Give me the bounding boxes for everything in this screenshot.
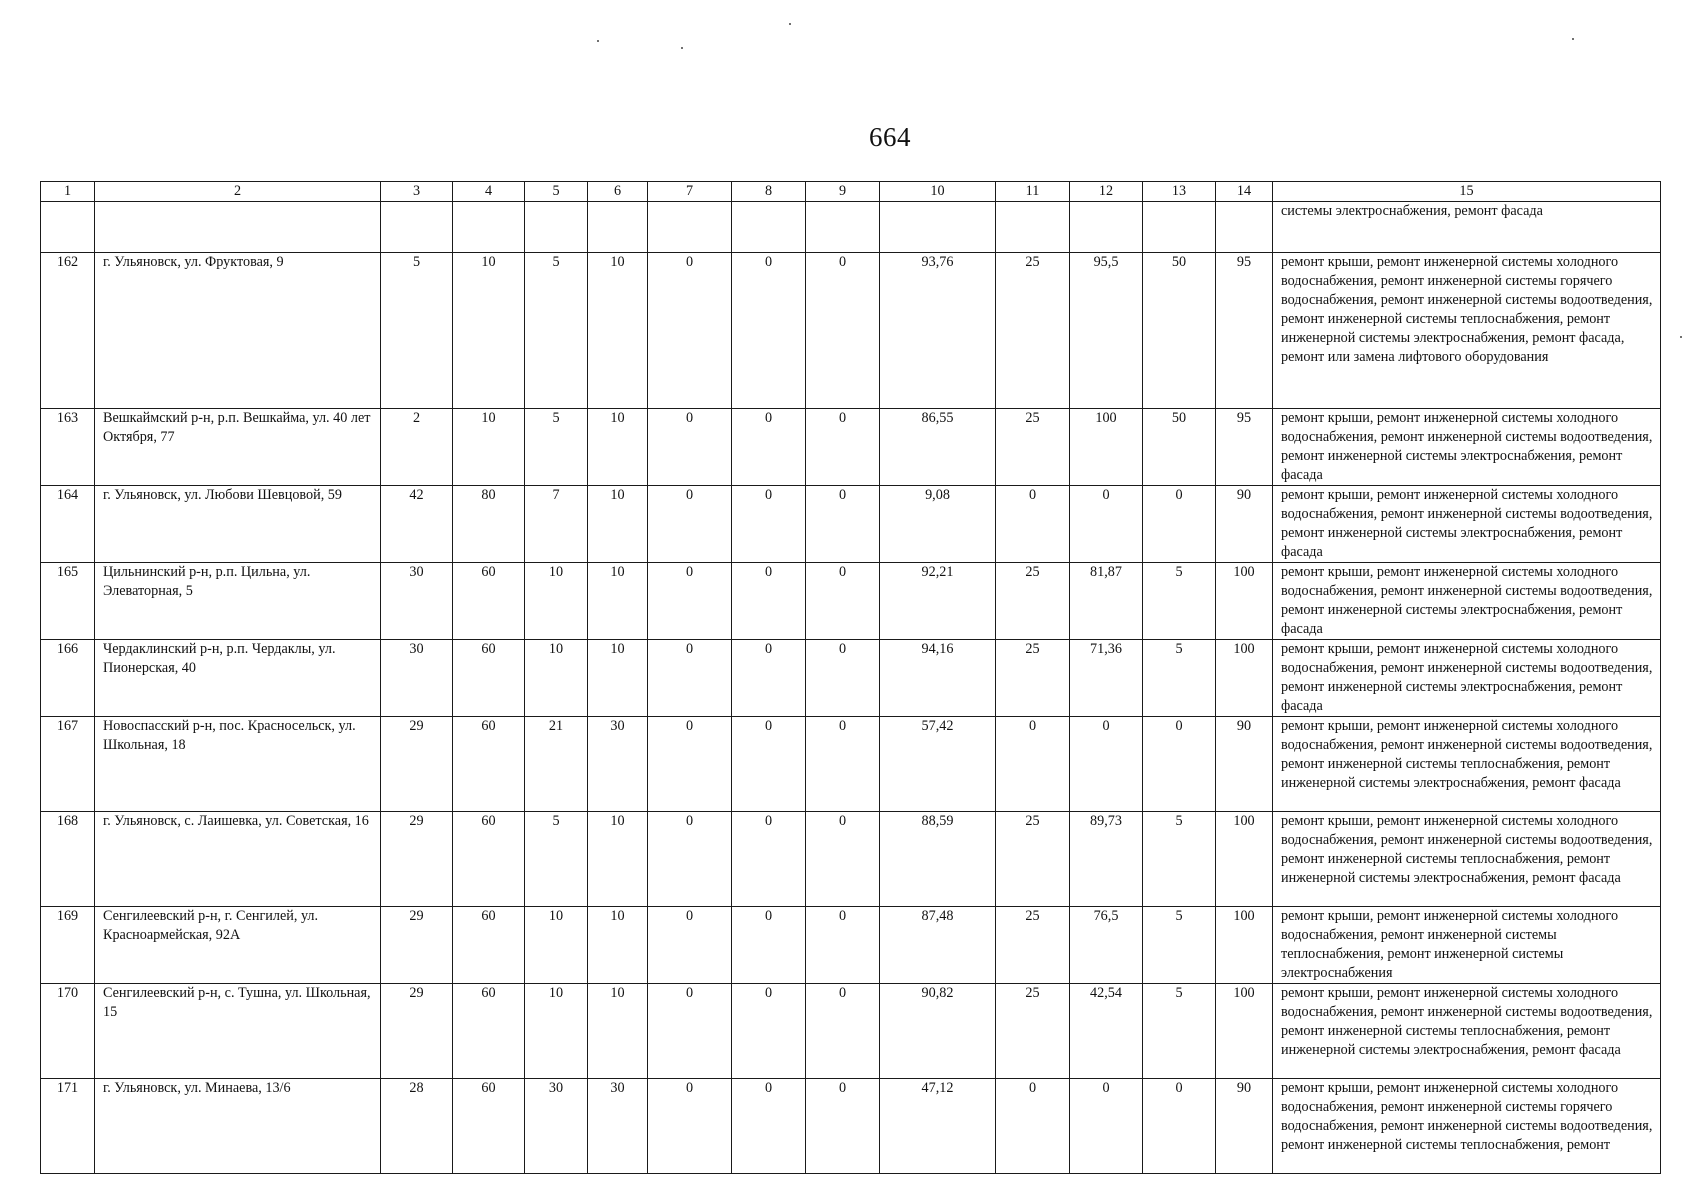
value-cell-c5: 10 (525, 563, 588, 640)
value-cell-c12: 95,5 (1070, 253, 1143, 409)
column-header: 3 (381, 182, 453, 202)
value-cell-c3: 29 (381, 812, 453, 907)
column-header: 14 (1216, 182, 1273, 202)
value-cell-c13: 5 (1143, 812, 1216, 907)
value-cell-c9: 0 (806, 563, 880, 640)
table-row (41, 253, 1661, 409)
value-cell-c5: 10 (525, 984, 588, 1079)
value-cell-c7: 0 (648, 1079, 732, 1174)
value-cell-c10: 86,55 (880, 409, 996, 486)
value-cell-c3: 2 (381, 409, 453, 486)
scan-speck (1572, 38, 1574, 40)
value-cell-c9: 0 (806, 812, 880, 907)
row-number-cell: 165 (41, 563, 95, 640)
value-cell-c6: 30 (588, 717, 648, 812)
value-cell-c8: 0 (732, 717, 806, 812)
value-cell-c6: 30 (588, 1079, 648, 1174)
register-body (41, 202, 1661, 1174)
value-cell-c7: 0 (648, 486, 732, 563)
value-cell-c4: 60 (453, 984, 525, 1079)
value-cell-c6: 10 (588, 563, 648, 640)
value-cell-c12: 0 (1070, 486, 1143, 563)
table-row (41, 640, 1661, 717)
value-cell-c6: 10 (588, 409, 648, 486)
value-cell-c10: 88,59 (880, 812, 996, 907)
value-cell-c6: 10 (588, 486, 648, 563)
value-cell-c11: 25 (996, 253, 1070, 409)
value-cell-c12: 71,36 (1070, 640, 1143, 717)
table-row (41, 409, 1661, 486)
value-cell-c9: 0 (806, 1079, 880, 1174)
value-cell-c8: 0 (732, 907, 806, 984)
column-header: 13 (1143, 182, 1216, 202)
value-cell-c7: 0 (648, 984, 732, 1079)
value-cell-c12: 81,87 (1070, 563, 1143, 640)
column-header: 10 (880, 182, 996, 202)
value-cell-c4: 60 (453, 563, 525, 640)
table-row (41, 1079, 1661, 1174)
value-cell-c10: 57,42 (880, 717, 996, 812)
continuation-row (41, 202, 1661, 253)
value-cell-c5: 5 (525, 253, 588, 409)
value-cell-c3: 30 (381, 640, 453, 717)
value-cell-c13: 5 (1143, 640, 1216, 717)
works-cell: ремонт крыши, ремонт инженерной системы холодного водоснабжения, ремонт инженерной системы водоотведения, ремонт инженерной системы электроснабжения, ремонт фасада (1273, 486, 1661, 563)
row-number-cell: 164 (41, 486, 95, 563)
address-cell: г. Ульяновск, с. Лаишевка, ул. Советская, 16 (95, 812, 381, 907)
address-cell: г. Ульяновск, ул. Любови Шевцовой, 59 (95, 486, 381, 563)
value-cell-c6: 10 (588, 984, 648, 1079)
value-cell-c5: 30 (525, 1079, 588, 1174)
works-cell: ремонт крыши, ремонт инженерной системы холодного водоснабжения, ремонт инженерной системы водоотведения, ремонт инженерной системы электроснабжения, ремонт фасада (1273, 409, 1661, 486)
value-cell-c10: 93,76 (880, 253, 996, 409)
value-cell-c8: 0 (732, 640, 806, 717)
value-cell-c9: 0 (806, 984, 880, 1079)
value-cell-c13: 5 (1143, 984, 1216, 1079)
value-cell-c14: 100 (1216, 563, 1273, 640)
value-cell-c9: 0 (806, 409, 880, 486)
works-cell: ремонт крыши, ремонт инженерной системы холодного водоснабжения, ремонт инженерной системы водоотведения, ремонт инженерной системы теплоснабжения, ремонт инженерной системы электроснабжения, ремонт фасада (1273, 984, 1661, 1079)
value-cell-c10: 9,08 (880, 486, 996, 563)
value-cell-c7: 0 (648, 812, 732, 907)
value-cell-c11: 25 (996, 563, 1070, 640)
value-cell-c13: 0 (1143, 717, 1216, 812)
table-row (41, 486, 1661, 563)
register-table (40, 181, 1661, 1174)
table-row (41, 563, 1661, 640)
value-cell-c10: 90,82 (880, 984, 996, 1079)
value-cell-c8: 0 (732, 812, 806, 907)
value-cell-c11: 0 (996, 486, 1070, 563)
value-cell-c14: 100 (1216, 640, 1273, 717)
value-cell-c8: 0 (732, 486, 806, 563)
scan-speck (1680, 336, 1682, 338)
value-cell-c4: 10 (453, 253, 525, 409)
value-cell-c6: 10 (588, 640, 648, 717)
value-cell-c7: 0 (648, 563, 732, 640)
value-cell-c8: 0 (732, 984, 806, 1079)
works-cell: системы электроснабжения, ремонт фасада (1273, 202, 1661, 253)
value-cell-c12: 0 (1070, 1079, 1143, 1174)
value-cell-c13: 5 (1143, 907, 1216, 984)
value-cell-c9: 0 (806, 640, 880, 717)
value-cell-c12: 89,73 (1070, 812, 1143, 907)
value-cell-c13: 0 (1143, 486, 1216, 563)
table-row (41, 907, 1661, 984)
value-cell-c7: 0 (648, 717, 732, 812)
value-cell-c3: 29 (381, 717, 453, 812)
table-row (41, 812, 1661, 907)
value-cell-c3: 42 (381, 486, 453, 563)
address-cell: Цильнинский р-н, р.п. Цильна, ул. Элеваторная, 5 (95, 563, 381, 640)
value-cell-c11: 25 (996, 984, 1070, 1079)
value-cell-c3: 5 (381, 253, 453, 409)
address-cell: Сенгилеевский р-н, с. Тушна, ул. Школьная, 15 (95, 984, 381, 1079)
column-header: 4 (453, 182, 525, 202)
value-cell-c14: 100 (1216, 812, 1273, 907)
value-cell-c6: 10 (588, 253, 648, 409)
row-number-cell: 170 (41, 984, 95, 1079)
column-header: 1 (41, 182, 95, 202)
column-number-row (41, 182, 1661, 202)
value-cell-c11: 25 (996, 812, 1070, 907)
page-number: 664 (869, 122, 911, 152)
value-cell-c6: 10 (588, 812, 648, 907)
value-cell-c3: 28 (381, 1079, 453, 1174)
value-cell-c4: 60 (453, 907, 525, 984)
value-cell-c4: 60 (453, 717, 525, 812)
row-number-cell: 162 (41, 253, 95, 409)
value-cell-c10: 94,16 (880, 640, 996, 717)
value-cell-c12: 100 (1070, 409, 1143, 486)
value-cell-c7: 0 (648, 253, 732, 409)
table-row (41, 984, 1661, 1079)
column-header: 7 (648, 182, 732, 202)
value-cell-c8: 0 (732, 409, 806, 486)
works-cell: ремонт крыши, ремонт инженерной системы холодного водоснабжения, ремонт инженерной системы водоотведения, ремонт инженерной системы электроснабжения, ремонт фасада (1273, 563, 1661, 640)
value-cell-c14: 95 (1216, 409, 1273, 486)
value-cell-c14: 95 (1216, 253, 1273, 409)
works-cell: ремонт крыши, ремонт инженерной системы холодного водоснабжения, ремонт инженерной системы водоотведения, ремонт инженерной системы теплоснабжения, ремонт инженерной системы электроснабжения, ремонт фасада (1273, 812, 1661, 907)
works-cell: ремонт крыши, ремонт инженерной системы холодного водоснабжения, ремонт инженерной системы водоотведения, ремонт инженерной системы электроснабжения, ремонт фасада (1273, 640, 1661, 717)
value-cell-c14: 90 (1216, 717, 1273, 812)
address-cell: Новоспасский р-н, пос. Красносельск, ул. Школьная, 18 (95, 717, 381, 812)
scan-speck (597, 40, 599, 42)
column-header: 11 (996, 182, 1070, 202)
value-cell-c9: 0 (806, 717, 880, 812)
value-cell-c6: 10 (588, 907, 648, 984)
value-cell-c11: 0 (996, 1079, 1070, 1174)
value-cell-c12: 76,5 (1070, 907, 1143, 984)
value-cell-c5: 21 (525, 717, 588, 812)
value-cell-c13: 50 (1143, 253, 1216, 409)
value-cell-c7: 0 (648, 640, 732, 717)
row-number-cell: 171 (41, 1079, 95, 1174)
value-cell-c4: 60 (453, 640, 525, 717)
address-cell: Чердаклинский р-н, р.п. Чердаклы, ул. Пионерская, 40 (95, 640, 381, 717)
column-header: 8 (732, 182, 806, 202)
value-cell-c5: 5 (525, 812, 588, 907)
value-cell-c13: 50 (1143, 409, 1216, 486)
address-cell: г. Ульяновск, ул. Фруктовая, 9 (95, 253, 381, 409)
value-cell-c10: 87,48 (880, 907, 996, 984)
value-cell-c7: 0 (648, 907, 732, 984)
column-header: 15 (1273, 182, 1661, 202)
value-cell-c9: 0 (806, 907, 880, 984)
value-cell-c13: 5 (1143, 563, 1216, 640)
row-number-cell: 163 (41, 409, 95, 486)
column-header: 2 (95, 182, 381, 202)
value-cell-c3: 29 (381, 907, 453, 984)
value-cell-c11: 25 (996, 907, 1070, 984)
address-cell: Вешкаймский р-н, р.п. Вешкайма, ул. 40 лет Октября, 77 (95, 409, 381, 486)
value-cell-c5: 10 (525, 640, 588, 717)
row-number-cell: 169 (41, 907, 95, 984)
value-cell-c11: 0 (996, 717, 1070, 812)
address-cell: Сенгилеевский р-н, г. Сенгилей, ул. Красноармейская, 92А (95, 907, 381, 984)
value-cell-c4: 60 (453, 1079, 525, 1174)
value-cell-c5: 7 (525, 486, 588, 563)
value-cell-c14: 90 (1216, 486, 1273, 563)
value-cell-c5: 5 (525, 409, 588, 486)
row-number-cell: 168 (41, 812, 95, 907)
value-cell-c3: 29 (381, 984, 453, 1079)
value-cell-c3: 30 (381, 563, 453, 640)
value-cell-c8: 0 (732, 563, 806, 640)
value-cell-c12: 0 (1070, 717, 1143, 812)
row-number-cell: 166 (41, 640, 95, 717)
column-header: 9 (806, 182, 880, 202)
column-header: 12 (1070, 182, 1143, 202)
value-cell-c14: 100 (1216, 984, 1273, 1079)
scan-speck (789, 23, 791, 25)
value-cell-c11: 25 (996, 640, 1070, 717)
scan-speck (681, 47, 683, 49)
value-cell-c11: 25 (996, 409, 1070, 486)
value-cell-c10: 92,21 (880, 563, 996, 640)
value-cell-c13: 0 (1143, 1079, 1216, 1174)
value-cell-c8: 0 (732, 1079, 806, 1174)
works-cell: ремонт крыши, ремонт инженерной системы холодного водоснабжения, ремонт инженерной системы горячего водоснабжения, ремонт инженерной системы водоотведения, ремонт инженерной системы теплоснабжения, ремонт (1273, 1079, 1661, 1174)
value-cell-c10: 47,12 (880, 1079, 996, 1174)
value-cell-c4: 60 (453, 812, 525, 907)
value-cell-c4: 80 (453, 486, 525, 563)
works-cell: ремонт крыши, ремонт инженерной системы холодного водоснабжения, ремонт инженерной системы водоотведения, ремонт инженерной системы теплоснабжения, ремонт инженерной системы электроснабжения, ремонт фасада (1273, 717, 1661, 812)
value-cell-c12: 42,54 (1070, 984, 1143, 1079)
column-header: 5 (525, 182, 588, 202)
table-row (41, 717, 1661, 812)
value-cell-c14: 90 (1216, 1079, 1273, 1174)
value-cell-c4: 10 (453, 409, 525, 486)
column-header: 6 (588, 182, 648, 202)
works-cell: ремонт крыши, ремонт инженерной системы холодного водоснабжения, ремонт инженерной системы теплоснабжения, ремонт инженерной системы электроснабжения (1273, 907, 1661, 984)
row-number-cell: 167 (41, 717, 95, 812)
value-cell-c14: 100 (1216, 907, 1273, 984)
value-cell-c9: 0 (806, 486, 880, 563)
value-cell-c5: 10 (525, 907, 588, 984)
works-cell: ремонт крыши, ремонт инженерной системы холодного водоснабжения, ремонт инженерной системы горячего водоснабжения, ремонт инженерной системы водоотведения, ремонт инженерной системы теплоснабжения, ремонт инженерной системы электроснабжения, ремонт фасада, ремонт или замена лифтового оборудования (1273, 253, 1661, 409)
value-cell-c8: 0 (732, 253, 806, 409)
value-cell-c7: 0 (648, 409, 732, 486)
value-cell-c9: 0 (806, 253, 880, 409)
address-cell: г. Ульяновск, ул. Минаева, 13/6 (95, 1079, 381, 1174)
